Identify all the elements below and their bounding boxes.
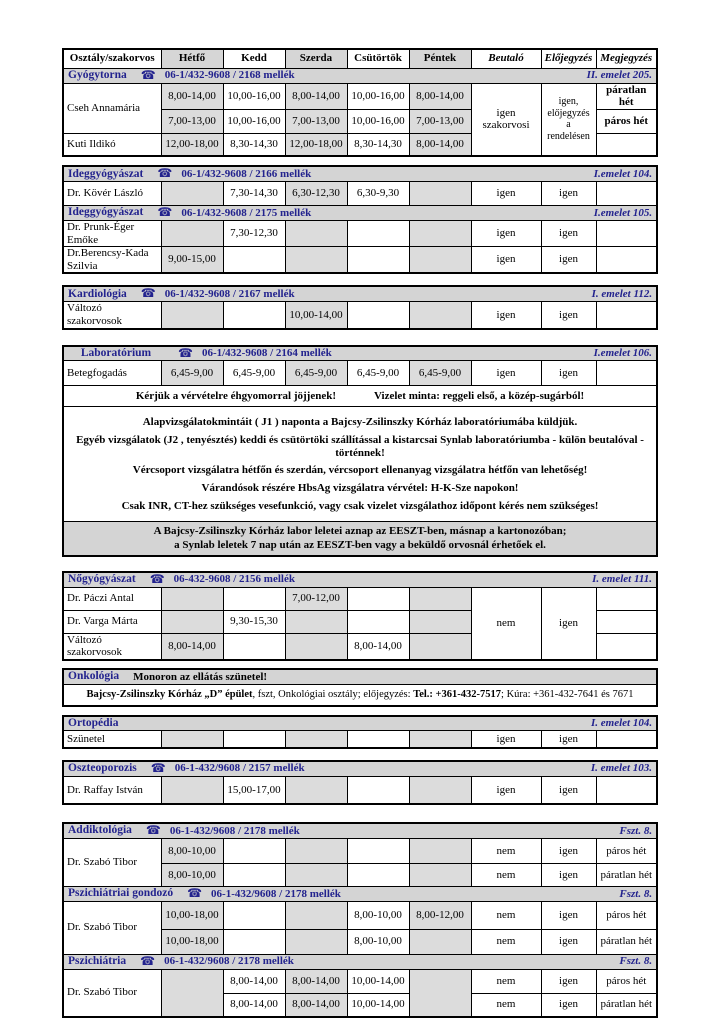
oncology-info-segment: ; Kúra: +361-432-7641 és 7671 xyxy=(501,689,634,701)
schedule-cell-wednesday: 6,30-12,30 xyxy=(285,182,347,206)
schedule-cell-tuesday: 10,00-16,00 xyxy=(223,109,285,133)
schedule-block xyxy=(62,715,658,749)
schedule-cell-thursday xyxy=(347,220,409,246)
schedule-cell-thursday xyxy=(347,838,409,863)
remark-cell: páratlan hét xyxy=(596,83,657,109)
section-header xyxy=(68,347,652,361)
section-header xyxy=(68,955,652,969)
phone-number: 06-1-432/9608 / 2178 mellék xyxy=(164,955,294,968)
booking-cell: igen xyxy=(541,587,596,660)
remark-cell: páratlan hét xyxy=(596,863,657,886)
schedule-cell-thursday xyxy=(347,776,409,804)
section-header-row xyxy=(63,761,657,776)
lab-note-line: Vércsoport vizsgálatra hétfőn és szerdán, vércsoport ellenanyag vizsgálatra hétfőn van lehetőség! xyxy=(132,464,588,477)
oncology-info-row xyxy=(63,685,657,706)
schedule-cell-tuesday xyxy=(223,731,285,748)
section-title: Addiktológia xyxy=(68,824,132,837)
schedule-cell-monday xyxy=(161,969,223,1017)
section-title: Pszichiátriai gondozó xyxy=(68,887,174,900)
schedule-cell-monday: 8,00-10,00 xyxy=(161,863,223,886)
section-location: Fszt. 8. xyxy=(619,824,653,837)
referral-cell: nem xyxy=(471,838,541,863)
schedule-cell-friday xyxy=(409,220,471,246)
remark-cell xyxy=(596,133,657,156)
schedule-cell-tuesday: 8,00-14,00 xyxy=(223,993,285,1017)
doctor-name-cell: Betegfogadás xyxy=(63,361,161,386)
section-header-row xyxy=(63,954,657,969)
phone-number: 06-1/432-9608 / 2164 mellék xyxy=(201,347,332,360)
lab-note-line: Egyéb vizsgálatok (J2 , tenyésztés) keddi és csütörtöki szállítással a kistarcsai Synlab laboratóriumba - külön beutalóval -történnek! xyxy=(76,433,644,459)
schedule-cell-monday xyxy=(161,776,223,804)
referral-cell: nem xyxy=(471,993,541,1017)
schedule-cell-tuesday: 7,30-14,30 xyxy=(223,182,285,206)
schedule-cell-wednesday: 7,00-13,00 xyxy=(285,109,347,133)
schedule-cell-tuesday: 15,00-17,00 xyxy=(223,776,285,804)
schedule-cell-monday: 9,00-15,00 xyxy=(161,247,223,274)
schedule-cell-thursday: 8,00-10,00 xyxy=(347,901,409,929)
section-title: Oszteoporozis xyxy=(68,762,137,775)
section-header-row xyxy=(63,346,657,361)
section-header-row xyxy=(63,206,657,221)
schedule-cell-thursday xyxy=(347,863,409,886)
lab-note-line: Csak INR, CT-hez szükséges vesefunkció, vagy csak vizelet vizsgálathoz időpont kérés nem szükséges! xyxy=(121,499,599,512)
schedule-cell-friday: 8,00-14,00 xyxy=(409,83,471,109)
phone-number: 06-1-432/9608 / 2178 mellék xyxy=(211,887,341,900)
schedule-cell-wednesday xyxy=(285,929,347,954)
schedule-cell-friday: 8,00-14,00 xyxy=(409,133,471,156)
schedule-cell-tuesday: 8,00-14,00 xyxy=(223,969,285,993)
section-location: I. emelet 104. xyxy=(590,717,653,730)
oncology-info-segment: , fszt, Onkológiai osztály; előjegyzés: xyxy=(252,689,414,701)
schedule-cell-monday: 8,00-14,00 xyxy=(161,633,223,660)
schedule-cell-thursday xyxy=(347,610,409,633)
referral-cell: nem xyxy=(471,901,541,929)
doctor-name-cell: Dr. Varga Márta xyxy=(63,610,161,633)
section-header-row xyxy=(63,166,657,181)
remark-cell xyxy=(596,361,657,386)
schedule-cell-friday xyxy=(409,838,471,863)
schedule-cell-monday xyxy=(161,302,223,329)
section-title: Nőgyógyászat xyxy=(68,573,136,586)
referral-cell: igen szakorvosi xyxy=(471,83,541,156)
schedule-cell-friday xyxy=(409,929,471,954)
referral-cell: igen xyxy=(471,247,541,274)
doctor-name-cell: Dr. Szabó Tibor xyxy=(63,969,161,1017)
section-location: I.emelet 105. xyxy=(593,206,653,219)
booking-cell: igen xyxy=(541,969,596,993)
referral-cell: nem xyxy=(471,969,541,993)
schedule-cell-thursday: 8,30-14,30 xyxy=(347,133,409,156)
column-header-referral-cell: Beutaló xyxy=(471,49,541,68)
booking-cell: igen xyxy=(541,182,596,206)
section-header-row xyxy=(63,572,657,587)
phone-icon: ☎ xyxy=(157,205,173,220)
section-title: Onkológia xyxy=(68,670,120,683)
schedule-cell-wednesday: 10,00-14,00 xyxy=(285,302,347,329)
section-title: Ideggyógyászat xyxy=(68,206,144,219)
doctor-name-cell: Dr. Szabó Tibor xyxy=(63,901,161,954)
remark-cell: páros hét xyxy=(596,838,657,863)
column-header-schedule-cell-tuesday: Kedd xyxy=(223,49,285,68)
schedule-cell-tuesday xyxy=(223,901,285,929)
schedule-cell-tuesday xyxy=(223,587,285,610)
schedule-cell-thursday: 10,00-14,00 xyxy=(347,969,409,993)
schedule-cell-friday: 8,00-12,00 xyxy=(409,901,471,929)
schedule-cell-friday xyxy=(409,969,471,1017)
section-phone xyxy=(178,347,332,361)
doctor-name-cell: Változó szakorvosok xyxy=(63,633,161,660)
remark-cell xyxy=(596,610,657,633)
lab-instruction-row xyxy=(63,386,657,407)
schedule-cell-monday: 10,00-18,00 xyxy=(161,929,223,954)
oncology-info-segment: Tel.: +361-432-7517 xyxy=(413,689,502,701)
referral-cell: igen xyxy=(471,776,541,804)
section-header xyxy=(68,670,652,683)
schedule-cell-friday xyxy=(409,633,471,660)
remark-cell xyxy=(596,302,657,329)
schedule-cell-friday xyxy=(409,863,471,886)
schedule-cell-friday: 6,45-9,00 xyxy=(409,361,471,386)
schedule-cell-monday: 12,00-18,00 xyxy=(161,133,223,156)
referral-cell: igen xyxy=(471,182,541,206)
schedule-cell-wednesday xyxy=(285,838,347,863)
schedule-cell-tuesday xyxy=(223,863,285,886)
schedule-cell-wednesday xyxy=(285,247,347,274)
remark-cell: páros hét xyxy=(596,109,657,133)
doctor-name-cell: Szünetel xyxy=(63,731,161,748)
referral-cell: nem xyxy=(471,863,541,886)
schedule-block xyxy=(62,345,658,557)
schedule-cell-wednesday xyxy=(285,901,347,929)
column-header-schedule-cell-monday: Hétfő xyxy=(161,49,223,68)
schedule-cell-tuesday xyxy=(223,838,285,863)
section-header xyxy=(68,824,652,838)
section-header xyxy=(68,69,652,83)
section-location: Fszt. 8. xyxy=(619,955,653,968)
schedule-cell-friday xyxy=(409,247,471,274)
section-location: I.emelet 106. xyxy=(593,347,653,360)
schedule-cell-wednesday xyxy=(285,633,347,660)
doctor-name-cell: Dr. Raffay István xyxy=(63,776,161,804)
schedule-cell-thursday: 10,00-14,00 xyxy=(347,993,409,1017)
doctor-name-cell: Dr. Páczi Antal xyxy=(63,587,161,610)
booking-cell: igen xyxy=(541,993,596,1017)
phone-number: 06-432-9608 / 2156 mellék xyxy=(173,573,295,586)
schedule-cell-monday xyxy=(161,731,223,748)
schedule-cell-wednesday xyxy=(285,776,347,804)
referral-cell: nem xyxy=(471,587,541,660)
schedule-cell-thursday: 8,00-10,00 xyxy=(347,929,409,954)
schedule-block xyxy=(62,668,658,707)
oncology-info-segment: Bajcsy-Zsilinszky Kórház „D” épület xyxy=(86,689,253,701)
schedule-cell-wednesday: 12,00-18,00 xyxy=(285,133,347,156)
doctor-name-cell: Cseh Annamária xyxy=(63,83,161,133)
schedule-cell-thursday: 10,00-16,00 xyxy=(347,109,409,133)
booking-cell: igen xyxy=(541,929,596,954)
schedule-cell-thursday: 10,00-16,00 xyxy=(347,83,409,109)
section-phone xyxy=(157,206,311,220)
booking-cell: igen xyxy=(541,361,596,386)
lab-instruction-line xyxy=(67,390,653,403)
section-header-row xyxy=(63,823,657,838)
schedule-cell-monday: 7,00-13,00 xyxy=(161,109,223,133)
schedule-cell-tuesday xyxy=(223,929,285,954)
section-title: Ortopédia xyxy=(68,716,119,729)
phone-number: 06-1-432/9608 / 2157 mellék xyxy=(174,762,305,775)
schedule-cell-thursday: 8,00-14,00 xyxy=(347,633,409,660)
remark-cell xyxy=(596,247,657,274)
schedule-cell-tuesday xyxy=(223,633,285,660)
phone-icon: ☎ xyxy=(140,286,156,301)
section-phone xyxy=(157,167,311,181)
doctor-name-cell: Dr. Prunk-Éger Emőke xyxy=(63,220,161,246)
remark-cell xyxy=(596,587,657,610)
schedule-cell-wednesday xyxy=(285,731,347,748)
lab-notes-cell xyxy=(63,407,657,522)
schedule-cell-monday: 8,00-14,00 xyxy=(161,83,223,109)
lab-results-note xyxy=(63,522,657,556)
section-location: I. emelet 111. xyxy=(592,573,652,586)
schedule-cell-friday: 7,00-13,00 xyxy=(409,109,471,133)
section-header xyxy=(68,573,652,587)
section-header xyxy=(68,167,652,181)
lab-instruction-text: Kérjük a vérvételre éhgyomorral jöjjenek! xyxy=(135,389,336,402)
schedule-cell-monday xyxy=(161,587,223,610)
referral-cell: igen xyxy=(471,302,541,329)
section-title: Gyógytorna xyxy=(68,68,127,81)
schedule-cell-thursday xyxy=(347,731,409,748)
remark-cell xyxy=(596,731,657,748)
section-phone xyxy=(141,69,295,83)
schedule-cell-monday xyxy=(161,220,223,246)
schedule-cell-tuesday: 10,00-16,00 xyxy=(223,83,285,109)
section-header xyxy=(68,287,652,301)
section-title: Pszichiátria xyxy=(68,955,127,967)
column-header-remark-cell: Megjegyzés xyxy=(596,49,657,68)
section-header-row xyxy=(63,286,657,301)
booking-cell: igen, előjegyzés a rendelésen xyxy=(541,83,596,156)
schedule-cell-thursday xyxy=(347,302,409,329)
phone-icon: ☎ xyxy=(150,760,166,775)
schedule-cell-wednesday: 8,00-14,00 xyxy=(285,969,347,993)
phone-number: 06-1/432-9608 / 2168 mellék xyxy=(164,69,295,82)
booking-cell: igen xyxy=(541,302,596,329)
phone-icon: ☎ xyxy=(149,571,165,586)
schedule-cell-thursday: 6,30-9,30 xyxy=(347,182,409,206)
referral-cell: nem xyxy=(471,929,541,954)
section-title: Ideggyógyászat xyxy=(68,167,144,180)
schedule-cell-friday xyxy=(409,610,471,633)
doctor-name-cell: Kuti Ildikó xyxy=(63,133,161,156)
column-header-booking-cell: Előjegyzés xyxy=(541,49,596,68)
phone-number: 06-1/432-9608 / 2175 mellék xyxy=(181,206,312,219)
section-header-row xyxy=(63,68,657,83)
schedule-cell-tuesday xyxy=(223,247,285,274)
schedule-cell-tuesday: 6,45-9,00 xyxy=(223,361,285,386)
schedule-cell-monday xyxy=(161,610,223,633)
department-schedule-tables xyxy=(62,48,656,1018)
phone-number: 06-1/432-9608 / 2166 mellék xyxy=(181,167,312,180)
schedule-cell-wednesday: 7,00-12,00 xyxy=(285,587,347,610)
phone-icon: ☎ xyxy=(140,953,156,968)
schedule-cell-friday xyxy=(409,302,471,329)
phone-number: 06-1/432-9608 / 2167 mellék xyxy=(164,288,295,301)
section-phone xyxy=(151,762,305,776)
phone-number: 06-1-432/9608 / 2178 mellék xyxy=(169,824,300,837)
section-header-row xyxy=(63,886,657,901)
schedule-cell-monday: 10,00-18,00 xyxy=(161,901,223,929)
schedule-cell-tuesday: 9,30-15,30 xyxy=(223,610,285,633)
schedule-block xyxy=(62,165,658,274)
section-suspended-note: Monoron az ellátás szünetel! xyxy=(133,670,268,683)
lab-note-line: Alapvizsgálatokmintáit ( J1 ) naponta a Bajcsy-Zsilinszky Kórház laboratóriumába küldjük. xyxy=(142,416,578,429)
section-header xyxy=(68,762,652,776)
schedule-cell-wednesday xyxy=(285,863,347,886)
lab-results-note-line: a Synlab leletek 7 nap után az EESZT-ben vagy a beküldő orvosnál érhetőek el. xyxy=(174,539,546,552)
section-header-row xyxy=(63,716,657,731)
section-header xyxy=(68,717,652,730)
lab-results-note-line: A Bajcsy-Zsilinszky Kórház labor leletei aznap az EESZT-ben, másnap a kartonozóban; xyxy=(153,525,567,538)
remark-cell: páros hét xyxy=(596,969,657,993)
schedule-cell-friday xyxy=(409,587,471,610)
section-phone xyxy=(187,887,341,901)
booking-cell: igen xyxy=(541,247,596,274)
section-location: Fszt. 8. xyxy=(619,887,653,900)
section-title: Laboratórium xyxy=(80,346,152,359)
schedule-block xyxy=(62,822,658,1018)
schedule-block xyxy=(62,760,658,805)
remark-cell xyxy=(596,633,657,660)
schedule-cell-thursday xyxy=(347,247,409,274)
booking-cell: igen xyxy=(541,776,596,804)
referral-cell: igen xyxy=(471,731,541,748)
remark-cell xyxy=(596,776,657,804)
section-location: I. emelet 103. xyxy=(590,762,653,775)
schedule-cell-tuesday: 8,30-14,30 xyxy=(223,133,285,156)
section-header-row xyxy=(63,669,657,685)
booking-cell: igen xyxy=(541,838,596,863)
schedule-cell-wednesday: 6,45-9,00 xyxy=(285,361,347,386)
doctor-name-cell: Változó szakorvosok xyxy=(63,302,161,329)
referral-cell: igen xyxy=(471,361,541,386)
phone-icon: ☎ xyxy=(178,345,193,360)
doctor-name-cell: Dr. Kövér László xyxy=(63,182,161,206)
booking-cell: igen xyxy=(541,901,596,929)
section-title: Kardiológia xyxy=(68,287,127,300)
column-header-schedule-cell-friday: Péntek xyxy=(409,49,471,68)
remark-cell: páratlan hét xyxy=(596,993,657,1017)
section-phone xyxy=(150,573,295,587)
lab-note-line: Várandósok részére HbsAg vizsgálatra vérvétel: H-K-Sze napokon! xyxy=(201,481,519,494)
section-header xyxy=(68,206,652,220)
schedule-cell-friday xyxy=(409,776,471,804)
schedule-cell-monday: 6,45-9,00 xyxy=(161,361,223,386)
booking-cell: igen xyxy=(541,863,596,886)
schedule-cell-tuesday: 7,30-12,30 xyxy=(223,220,285,246)
schedule-cell-wednesday xyxy=(285,610,347,633)
schedule-cell-thursday xyxy=(347,587,409,610)
section-location: I. emelet 112. xyxy=(591,288,653,301)
schedule-cell-monday: 8,00-10,00 xyxy=(161,838,223,863)
phone-icon: ☎ xyxy=(145,823,161,838)
phone-icon: ☎ xyxy=(187,885,203,900)
section-phone xyxy=(141,287,295,301)
schedule-cell-tuesday xyxy=(223,302,285,329)
section-header xyxy=(68,887,652,901)
section-location: II. emelet 205. xyxy=(586,69,652,82)
column-header-schedule-cell-thursday: Csütörtök xyxy=(347,49,409,68)
schedule-cell-monday xyxy=(161,182,223,206)
schedule-cell-thursday: 6,45-9,00 xyxy=(347,361,409,386)
schedule-cell-wednesday: 8,00-14,00 xyxy=(285,993,347,1017)
schedule-block xyxy=(62,571,658,661)
phone-icon: ☎ xyxy=(157,166,173,181)
remark-cell: páratlan hét xyxy=(596,929,657,954)
remark-cell xyxy=(596,182,657,206)
schedule-block xyxy=(62,285,658,329)
schedule-cell-wednesday xyxy=(285,220,347,246)
schedule-cell-wednesday: 8,00-14,00 xyxy=(285,83,347,109)
booking-cell: igen xyxy=(541,220,596,246)
section-location: I.emelet 104. xyxy=(593,167,653,180)
referral-cell: igen xyxy=(471,220,541,246)
column-header-schedule-cell-wednesday: Szerda xyxy=(285,49,347,68)
schedule-cell-friday xyxy=(409,182,471,206)
doctor-name-cell: Dr.Berencsy-Kada Szilvia xyxy=(63,247,161,274)
remark-cell xyxy=(596,220,657,246)
schedule-cell-friday xyxy=(409,731,471,748)
remark-cell: páros hét xyxy=(596,901,657,929)
section-phone xyxy=(140,955,294,969)
doctor-name-cell: Dr. Szabó Tibor xyxy=(63,838,161,886)
schedule-block xyxy=(62,48,658,157)
phone-icon: ☎ xyxy=(140,67,156,82)
column-header-doctor-name-cell: Osztály/szakorvos xyxy=(63,49,161,68)
lab-instruction-text: Vizelet minta: reggeli első, a közép-sugárból! xyxy=(374,389,585,402)
section-phone xyxy=(146,824,300,838)
booking-cell: igen xyxy=(541,731,596,748)
